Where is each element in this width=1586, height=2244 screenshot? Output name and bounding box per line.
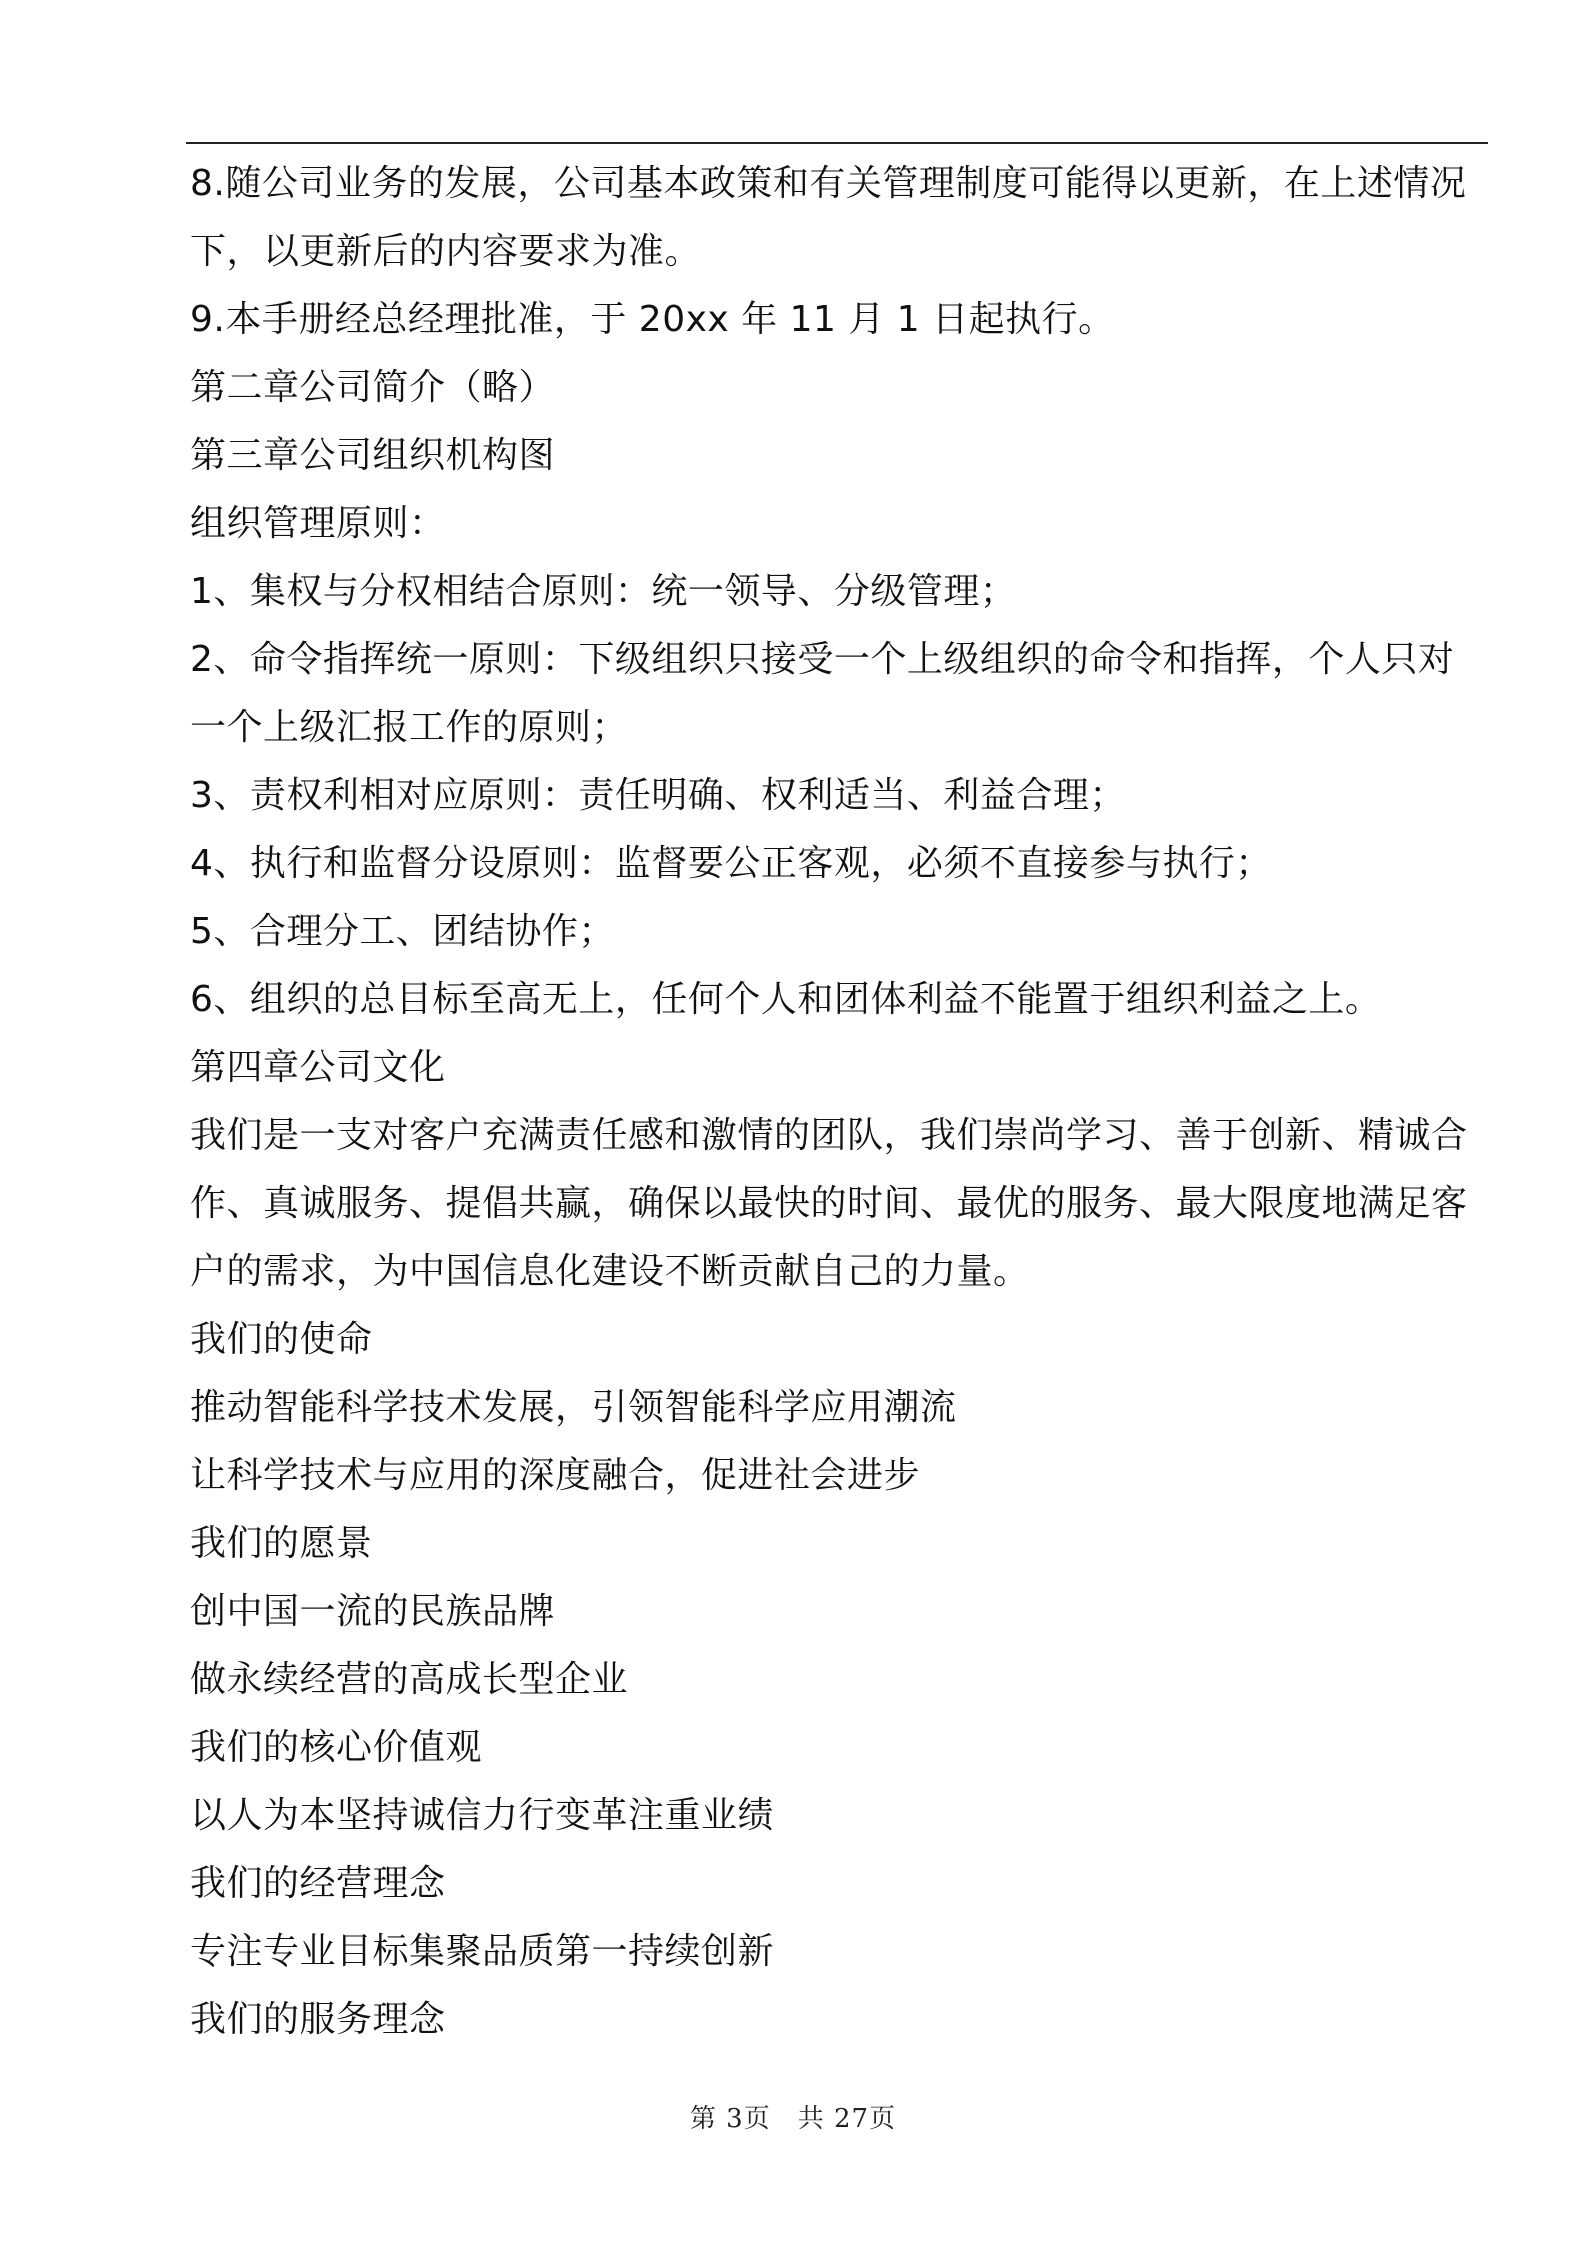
header-rule (186, 142, 1488, 144)
vision-heading: 我们的愿景 (190, 1523, 373, 1564)
chapter-4-heading: 第四章公司文化 (190, 1047, 446, 1088)
principle-item-2: 2、命令指挥统一原则：下级组织只接受一个上级组织的命令和指挥，个人只对一个上级汇报工作的原则； (190, 639, 1455, 748)
business-philosophy-heading: 我们的经营理念 (190, 1863, 446, 1904)
page-body (190, 150, 1490, 2054)
principle-item-3: 3、责权利相对应原则：责任明确、权利适当、利益合理； (190, 775, 1126, 816)
org-principles-heading: 组织管理原则： (190, 503, 446, 544)
paragraph-policy-update: 8.随公司业务的发展，公司基本政策和有关管理制度可能得以更新，在上述情况下，以更新后的内容要求为准。 (190, 163, 1467, 272)
principle-item-5: 5、合理分工、团结协作； (190, 911, 615, 952)
core-values-heading: 我们的核心价值观 (190, 1727, 483, 1768)
paragraph-effective-date: 9.本手册经总经理批准，于 20xx 年 11 月 1 日起执行。 (190, 299, 1115, 340)
mission-heading: 我们的使命 (190, 1319, 373, 1360)
page-footer: 第 3页 共 27页 (689, 2104, 897, 2134)
business-philosophy-line: 专注专业目标集聚品质第一持续创新 (190, 1931, 775, 1972)
chapter-3-heading: 第三章公司组织机构图 (190, 435, 556, 476)
vision-line-2: 做永续经营的高成长型企业 (190, 1659, 629, 1700)
chapter-2-heading: 第二章公司简介（略） (190, 367, 556, 408)
mission-line-1: 推动智能科学技术发展，引领智能科学应用潮流 (190, 1387, 957, 1428)
principle-item-6: 6、组织的总目标至高无上，任何个人和团体利益不能置于组织利益之上。 (190, 979, 1382, 1020)
principle-item-4: 4、执行和监督分设原则：监督要公正客观，必须不直接参与执行； (190, 843, 1272, 884)
core-values-line: 以人为本坚持诚信力行变革注重业绩 (190, 1795, 775, 1836)
principle-item-1: 1、集权与分权相结合原则：统一领导、分级管理； (190, 571, 1017, 612)
vision-line-1: 创中国一流的民族品牌 (190, 1591, 556, 1632)
culture-paragraph: 我们是一支对客户充满责任感和激情的团队，我们崇尚学习、善于创新、精诚合作、真诚服务、提倡共赢，确保以最快的时间、最优的服务、最大限度地满足客户的需求，为中国信息化建设不断贡献自己的力量。 (190, 1115, 1468, 1292)
service-philosophy-heading: 我们的服务理念 (190, 1999, 446, 2040)
mission-line-2: 让科学技术与应用的深度融合，促进社会进步 (190, 1455, 921, 1496)
